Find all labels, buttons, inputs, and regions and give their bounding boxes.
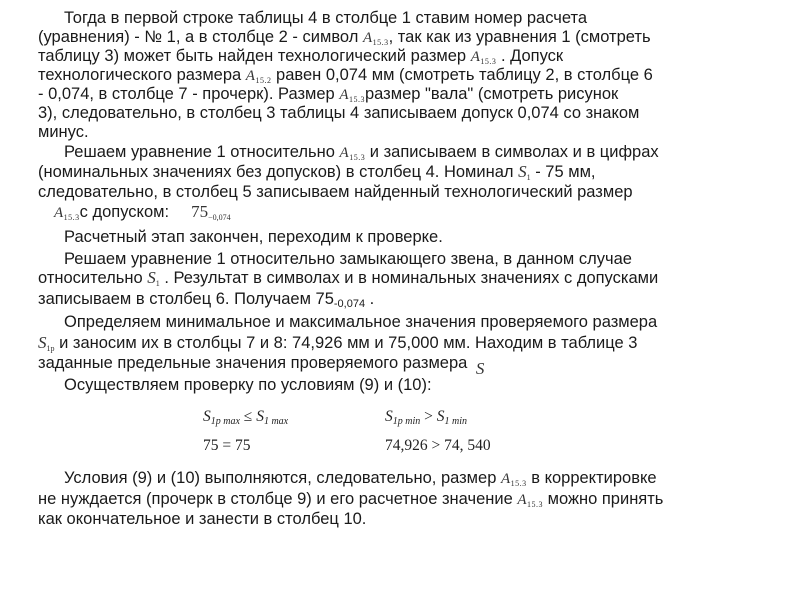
- sym-letter: S: [147, 268, 156, 287]
- text: таблицу 3) может быть найден технологический размер: [38, 47, 471, 65]
- formula-condition-10: [385, 408, 467, 427]
- formula-result-10: [385, 437, 491, 455]
- symbol-s: S: [475, 359, 485, 378]
- symbol-a15-2: [246, 68, 272, 84]
- text: , так как из уравнения 1 (смотреть: [388, 28, 651, 46]
- f-sym: S: [436, 408, 445, 425]
- text: Решаем уравнение 1 относительно: [64, 143, 340, 161]
- sym-letter: A: [339, 145, 350, 161]
- text: Расчетный этап закончен, переходим к проверке.: [64, 228, 443, 246]
- sym-sub: 15.3: [372, 38, 389, 47]
- p3-line1: [64, 228, 443, 246]
- text: в корректировке: [526, 469, 657, 487]
- text: - 0,074, в столбце 7 - прочерк). Размер: [38, 85, 340, 103]
- sym-sub: 15.3: [63, 213, 80, 222]
- formula-condition-9: [203, 408, 288, 427]
- symbol-a15-3: [340, 145, 366, 161]
- p4-line3: [38, 290, 374, 313]
- text: Тогда в первой строке таблицы 4 в столбце 1 ставим номер расчета: [64, 9, 588, 27]
- text: . Допуск: [496, 47, 564, 65]
- text: .: [365, 290, 375, 308]
- f-sub: 1 min: [444, 416, 467, 427]
- symbol-s1: [147, 268, 160, 287]
- sym-sub: 15.3: [349, 153, 366, 162]
- text: и записываем в символах и в цифрах: [365, 143, 659, 161]
- p2-line3: [38, 183, 633, 201]
- p1-line7: [38, 123, 89, 141]
- sym-sub: 1: [526, 173, 531, 182]
- sym-letter: A: [339, 87, 349, 103]
- text: относительно: [38, 269, 148, 287]
- f-sub: 1p min: [392, 416, 421, 427]
- f-text: 74,926 > 74, 540: [385, 437, 491, 454]
- p5-line3: [38, 354, 484, 378]
- text: (номинальных значениях без допусков) в столбец 4. Номинал: [38, 163, 519, 181]
- sym-letter: A: [470, 49, 481, 65]
- f-sym: S: [256, 408, 264, 425]
- sym-sub: 15.3: [480, 57, 497, 66]
- num: 75: [191, 202, 209, 221]
- text: технологического размера: [38, 66, 246, 84]
- symbol-a15-3: [517, 492, 543, 508]
- text: Решаем уравнение 1 относительно замыкающего звена, в данном случае: [64, 250, 632, 268]
- sym-sub: 1: [155, 279, 160, 288]
- text: и заносим их в столбцы 7 и 8: 74,926 мм и 75,000 мм. Находим в таблице 3: [54, 334, 638, 352]
- symbol-s1p: [38, 333, 55, 352]
- text: - 75 мм,: [530, 163, 596, 181]
- sym-letter: A: [500, 471, 511, 487]
- p6-line1: [64, 376, 432, 394]
- p2-line4: [54, 203, 231, 227]
- text: как окончательное и занести в столбец 10.: [38, 510, 367, 528]
- sym-letter: A: [362, 30, 373, 46]
- f-sub: 1 max: [263, 416, 289, 427]
- tolerance-sub: -0,074: [333, 298, 366, 310]
- symbol-a15-3: [501, 471, 527, 487]
- text: можно принять: [543, 490, 664, 508]
- text: минус.: [38, 123, 89, 141]
- f-op: >: [420, 408, 437, 425]
- symbol-a15-3: [54, 205, 80, 221]
- symbol-a15-3: [339, 87, 365, 103]
- sym-sub: 15.3: [527, 500, 544, 509]
- symbol-s1: [518, 162, 531, 181]
- text: следовательно, в столбец 5 записываем найденный технологический размер: [38, 183, 633, 201]
- sym-sub: 15.2: [255, 76, 272, 85]
- text: (уравнения) - № 1, а в столбце 2 - символ: [38, 28, 363, 46]
- sym-letter: A: [54, 205, 64, 221]
- num-sub: −0,074: [208, 213, 231, 222]
- formula-result-9: [203, 437, 251, 455]
- sym-letter: S: [38, 333, 47, 352]
- f-sym: S: [203, 408, 211, 425]
- sym-letter: A: [517, 492, 528, 508]
- text: записываем в столбец 6. Получаем 75: [38, 290, 334, 308]
- p1-line1: [64, 9, 587, 27]
- sym-letter: A: [245, 68, 256, 84]
- f-op: ≤: [239, 408, 257, 425]
- text: не нуждается (прочерк в столбце 9) и его расчетное значение: [38, 490, 518, 508]
- sym-letter: S: [518, 162, 527, 181]
- p4-line1: [64, 250, 632, 268]
- f-text: 75 = 75: [203, 437, 251, 454]
- text: равен 0,074 мм (смотреть таблицу 2, в столбце 6: [271, 66, 653, 84]
- text: Условия (9) и (10) выполняются, следовательно, размер: [64, 469, 501, 487]
- f-sym: S: [385, 408, 393, 425]
- text: заданные предельные значения проверяемого размера: [38, 354, 472, 372]
- sym-sub: 15.3: [510, 479, 527, 488]
- symbol-a15-3: [471, 49, 497, 65]
- p1-line6: [38, 104, 639, 122]
- text: . Результат в символах и в номинальных значениях с допусками: [159, 269, 659, 287]
- text: Осуществляем проверку по условиям (9) и (10):: [64, 376, 432, 394]
- symbol-a15-3: [363, 30, 389, 46]
- text: размер "вала" (смотреть рисунок: [365, 85, 619, 103]
- text: с допуском:: [79, 203, 170, 221]
- sym-sub: 15.3: [349, 95, 365, 104]
- text: 3), следовательно, в столбец 3 таблицы 4 записываем допуск 0,074 со знаком: [38, 104, 640, 122]
- p5-line1: [64, 313, 657, 331]
- value-75-tolerance: [191, 202, 231, 221]
- f-sub: 1p max: [210, 416, 240, 427]
- sym-sub: 1p: [46, 344, 55, 353]
- text: Определяем минимальное и максимальное значения проверяемого размера: [64, 313, 658, 331]
- p7-line3: [38, 510, 366, 528]
